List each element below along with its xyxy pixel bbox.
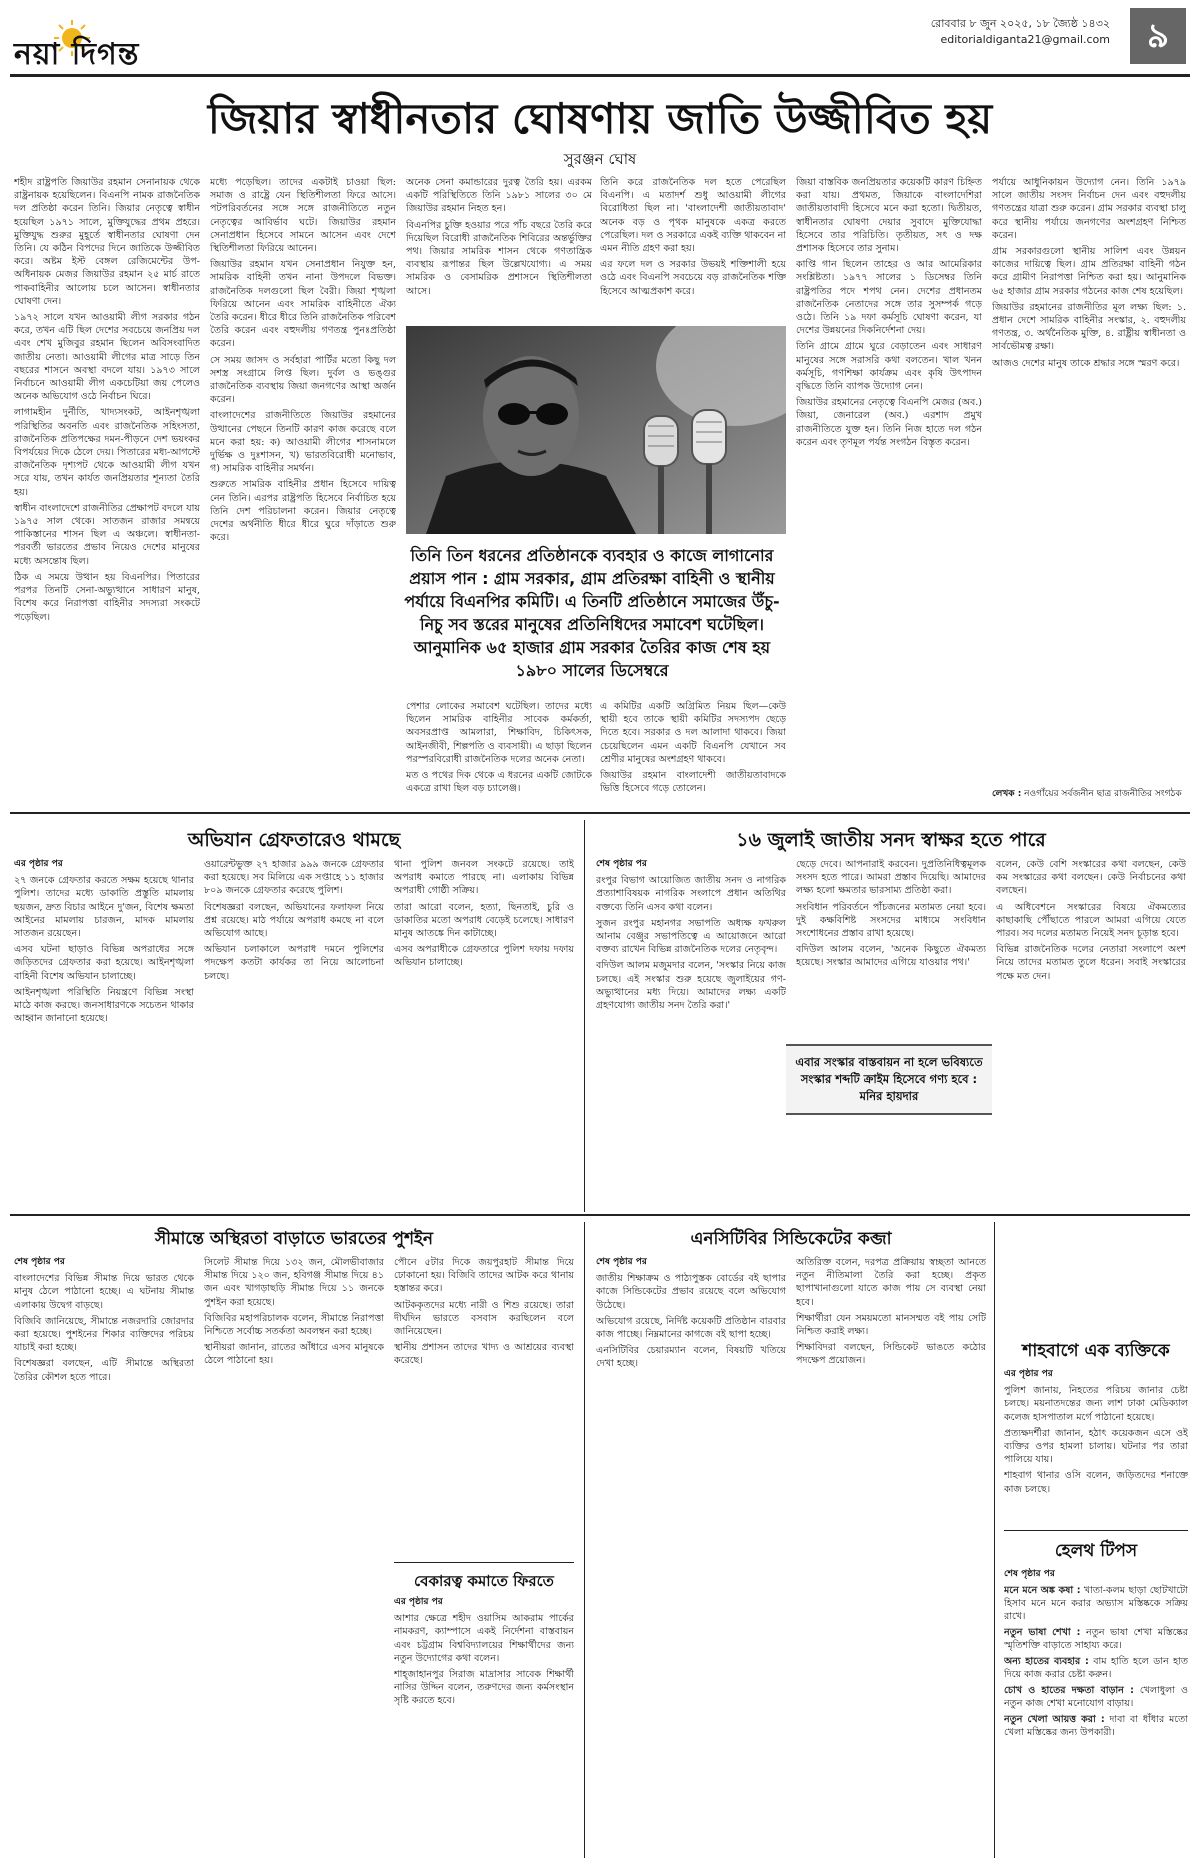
lead-below-left [406,700,592,804]
story4-col2-p: বিজিবির মহাপরিচালক বলেন, সীমান্তে নিরাপত্তা নিশ্চিতে সর্বোচ্চ সতর্কতা অবলম্বন করা হচ্ছে। [204,1312,384,1338]
tips-top-rule [1004,1530,1188,1531]
story2-col3-p: থানা পুলিশ জনবল সংকটে রয়েছে। তাই অপরাধ কমাতে পারছে না। এলাকায় বিভিন্ন অপরাধী গোষ্ঠী সক্রিয়। [394,859,574,897]
masthead-meta [931,16,1110,48]
story6-continued: শেষ পৃষ্ঠার পর [596,1257,647,1267]
story3-col3-p: বলেন, কেউ বেশি সংস্কারের কথা বলছেন, কেউ কম সংস্কারের কথা বলছেন। কেউ নির্বাচনের কথা বলছেন। [996,859,1186,897]
vertical-divider-2 [584,1222,585,1858]
tip-item [1004,1655,1188,1681]
story5-col1-p: আশার ক্ষেত্রে শহীদ ওয়াসিম আকরাম পার্কের নামকরণ, ক্যাম্পাসে একই নির্দেশনা বাস্তবায়ন এবং চট্টগ্রাম বিশ্ববিদ্যালয়ের শিক্ষার্থীদের জন্য নতুন উদ্যোগের কথা বলেন। [394,1613,574,1664]
lead-column-2 [210,176,396,804]
story6-col1-p: অভিযোগ রয়েছে, নির্দিষ্ট কয়েকটি প্রতিষ্ঠান বারবার কাজ পাচ্ছে। নিম্নমানের কাগজে বই ছাপা হচ্ছে। [596,1315,786,1341]
story3-col1-p: বদিউল আলম মজুমদার বলেন, 'সংস্কার নিয়ে কাজ চলছে। এই সংস্কার শুরু হয়েছে জুলাইয়ের গণ-অভ্যুত্থানের মধ্য দিয়ে। আমাদের লক্ষ্য একটি গ্রহণযোগ্য জাতীয় সনদ তৈরি করা।' [596,960,786,1012]
lead-col1-p: লাগামহীন দুর্নীতি, খাদ্যসংকট, আইনশৃঙ্খলা পরিস্থিতির অবনতি এবং রাজনৈতিক সহিংসতা, রাজনৈতিক প্রতিপক্ষের দমন-পীড়নে দেশ ভয়ংকর বিপর্যয়ের দিকে ঠেলে দেয়। পিতারের মধ্য-আগস্টে রাজনৈতিক দৃশ্যপট থেকে আওয়ামী লীগ যখন সরে যায়, তখন কার্যত জনপ্রিয়তার শূন্যতা তৈরি হয়। [14,407,200,498]
lead-col1-p: ১৯৭২ সালে যখন আওয়ামী লীগ সরকার গঠন করে, তখন এটি ছিল দেশের সবচেয়ে জনপ্রিয় দল এবং শেখ মুজিবুর রহমান ছিলেন অবিসংবাদিত জাতীয় নেতা। আওয়ামী লীগের মাত্র সাড়ে তিন বছরের শাসনে অবস্থা বদলে যায়। ১৯৭৩ সালে নির্বাচনে আওয়ামী লীগ একচেটিয়া জয় পেলেও অনেক অভিযোগ ওঠে নির্বাচন ঘিরে। [14,312,200,403]
story5-top-rule [394,1562,574,1563]
tip-label: নতুন ভাষা শেখা : [1004,1627,1081,1639]
story6-col2-p: শিক্ষার্থীরা যেন সময়মতো মানসম্মত বই পায় সেটি নিশ্চিত করাই লক্ষ্য। [796,1312,986,1338]
lead-col1-p: শহীদ রাষ্ট্রপতি জিয়াউর রহমান সেনানায়ক থেকে রাষ্ট্রনায়ক হয়েছিলেন। বিএনপি নামক রাজনৈতিক দল প্রতিষ্ঠা করেন তিনি। জিয়ার নেতৃত্বে স্বাধীন হয়েছিল ১৯৭১ সালে, মুক্তিযুদ্ধের প্রথম প্রহরে। মুক্তিযুদ্ধ শুরুর মুহূর্তে স্বাধীনতার ঘোষণা দেন তিনি। যে কঠিন বিপদের দিনে জাতিকে উজ্জীবিত করে। অষ্টম ইস্ট বেঙ্গল রেজিমেন্টের উপ-অধিনায়ক মেজর জিয়াউর রহমান ২৫ মার্চ রাতে পাকবাহিনীর আলোয় চলে আসেন। স্বাধীনতার ঘোষণা দেন। [14,177,200,307]
lead-col2-p: শুরুতে সামরিক বাহিনীর প্রধান হিসেবে দায়িত্ব নেন তিনি। এরপর রাষ্ট্রপতি হিসেবে নির্বাচিত হয়ে তিনি দেশ পরিচালনা করেন। জিয়ার নেতৃত্বে দেশের অর্থনীতি ধীরে ধীরে ঘুরে দাঁড়াতে শুরু করে। [210,479,396,544]
story5-col1-p: শাহ্জাহানপুর সিরাজ মাদ্রাসার সাবেক শিক্ষার্থী নাসির উদ্দিন বলেন, তরুণদের জন্য কর্মসংস্থান সৃষ্টি করতে হবে। [394,1669,574,1707]
tip-label: চোখ ও হাতের দক্ষতা বাড়ান : [1004,1685,1134,1697]
date-line: রোববার ৮ জুন ২০২৫, ১৮ জ্যৈষ্ঠ ১৪৩২ [930,17,1110,30]
lead-col6-p: পর্যায়ে আধুনিকায়ন উদ্যোগ নেন। তিনি ১৯৭৯ সালে জাতীয় সংসদ নির্বাচন দেন এবং বহুদলীয় গণতন্ত্রের যাত্রা শুরু করেন। গ্রাম সরকার ব্যবস্থা চালু করে স্থানীয় পর্যায়ে জনগণের অংশগ্রহণ নিশ্চিত করেন। [992,177,1186,241]
lead-below-right-p: জিয়াউর রহমান বাংলাদেশী জাতীয়তাবাদকে ভিত্তি হিসেবে গড়ে তোলেন। [600,770,786,795]
story2-continued: এর পৃষ্ঠার পর [14,859,63,869]
story6-col2-p: অতিরিক্ত বলেন, দরপত্র প্রক্রিয়ায় স্বচ্ছতা আনতে নতুন নীতিমালা তৈরি করা হচ্ছে। প্রকৃত ছাপাখানাগুলো যাতে কাজ পায় সে ব্যবস্থা নেয়া হবে। [796,1257,986,1308]
masthead-rule [10,74,1190,77]
tip-label: অন্য হাতের ব্যবহার : [1004,1656,1089,1668]
email-link[interactable]: editorialdiganta21@gmail.com [940,33,1110,46]
story5-column-1 [394,1596,574,1856]
author-note-text: নওগাঁয়ের সর্বজনীন ছাত্র রাজনীতির সংগঠক [1024,789,1182,799]
lead-photo-illustration [406,326,786,534]
story6-column-2 [796,1256,986,1856]
story3-col1-p: সুজন রংপুর মহানগর সভাপতি অধ্যক্ষ ফখরুল আনাম বেঞ্জুর সভাপতিত্বে এ আয়োজনে আরো বক্তব্য রাখেন বিভিন্ন রাজনৈতিক দলের নেতৃবৃন্দ। [596,917,786,956]
story3-col2-p: বদিউল আলম বলেন, 'অনেক কিছুতে ঐকমত্য হয়েছে। সংস্কার আমাদের এগিয়ে যাওয়ার পথ।' [796,944,986,969]
story2-column-1 [14,858,194,1206]
pull-quote: তিনি তিন ধরনের প্রতিষ্ঠানকে ব্যবহার ও কাজে লাগানোর প্রয়াস পান : গ্রাম সরকার, গ্রাম প্রতিরক্ষা বাহিনী ও স্থানীয় পর্যায়ে বিএনপির কমিটি। এ তিনটি প্রতিষ্ঠানে সমাজের উঁচু-নিচু সব স্তরের মানুষের প্রতিনিধিদের সমাবেশ ঘটেছিল। আনুমানিক ৬৫ হাজার গ্রাম সরকার তৈরির কাজ শেষ হয় ১৯৮০ সালের ডিসেম্বরে [404,546,780,680]
story4-continued: শেষ পৃষ্ঠার পর [14,1257,65,1267]
lead-col2-p: মধ্যে পড়েছিল। তাদের একটাই চাওয়া ছিল: সমাজ ও রাষ্ট্রে যেন স্থিতিশীলতা ফিরে আসে। পটপরিবর্তনের সঙ্গে সঙ্গে রাজনীতিতে নতুন নেতৃত্বের আবির্ভাব ঘটে। জিয়াউর রহমান সেনাপ্রধান হিসেবে সামনে আসেন এবং দেশে স্থিতিশীলতা ফিরিয়ে আনেন। [210,177,396,255]
lead-col4-p: এর ফলে দল ও সরকার উভয়ই শক্তিশালী হয়ে ওঠে এবং বিএনপি সবচেয়ে বড় রাজনৈতিক শক্তি হিসেবে আত্মপ্রকাশ করে। [600,259,786,297]
lead-col1-p: স্বাধীন বাংলাদেশে রাজনীতির প্রেক্ষাপট বদলে যায় ১৯৭৫ সাল থেকে। সাতজন রাজার সমন্বয়ে পাকিস্তানের শাসন ছিল এ অঞ্চলে। স্বাধীনতা-পরবর্তী ভারতের প্রভাব নিয়েও দেশের মানুষের মধ্যে অসন্তোষ ছিল। [14,502,200,567]
story7-col1-p: শাহবাগ থানার ওসি বলেন, জড়িতদের শনাক্তে কাজ চলছে। [1004,1470,1188,1495]
story3-column-3 [996,858,1186,1206]
tip-text: বাম হাতি হলে ডান হাত দিয়ে কাজ করার চেষ্টা করুন। [1004,1656,1188,1681]
story4-col1-p: বিজিবি জানিয়েছে, সীমান্তে নজরদারি জোরদার করা হয়েছে। পুশইনের শিকার ব্যক্তিদের পরিচয় যাচাই করা হচ্ছে। [14,1315,194,1354]
masthead-logo[interactable] [14,22,214,72]
vertical-divider-1 [584,820,585,1212]
tip-text: নতুন ভাষা শেখা মস্তিষ্কের স্মৃতিশক্তি বাড়াতে সাহায্য করে। [1004,1627,1188,1652]
tip-text: খাতা-কলম ছাড়া ছোটখাটো হিসাব মনে মনে করার অভ্যাস মস্তিষ্ককে সক্রিয় রাখে। [1004,1585,1188,1623]
story4-col2-p: সিলেট সীমান্ত দিয়ে ১৩২ জন, মৌলভীবাজার সীমান্ত দিয়ে ১২০ জন, হবিগঞ্জ সীমান্ত দিয়ে ৪১ জন এবং খাগড়াছড়ি সীমান্ত দিয়ে ১১ জনকে পুশইন করা হয়েছে। [204,1257,384,1308]
story2-headline: অভিযান গ্রেফতারেও থামছে [187,829,401,851]
story6-col1-p: জাতীয় শিক্ষাক্রম ও পাঠ্যপুস্তক বোর্ডের বই ছাপার কাজে সিন্ডিকেটের প্রভাব রয়েছে বলে অভিযোগ উঠেছে। [596,1273,786,1311]
story2-col2-p: বিশেষজ্ঞরা বলছেন, অভিযানের ফলাফল নিয়ে প্রশ্ন রয়েছে। মাঠ পর্যায়ে অপরাধ কমছে না বলে অভিযোগ আছে। [204,901,384,940]
lead-col5-p: জিয়া বাস্তবিক জনপ্রিয়তার কয়েকটি কারণ চিহ্নিত করা যায়। প্রথমত, জিয়াকে বাংলাদেশিরা জাতীয়তাবাদী হিসেবে মনে করা হতো। দ্বিতীয়ত, স্বাধীনতার ঘোষণা দেয়ার সুবাদে মুক্তিযোদ্ধা হিসেবে তার পরিচিতি। তৃতীয়ত, সৎ ও দক্ষ প্রশাসক হিসেবে তার সুনাম। [796,177,982,255]
vertical-divider-3 [994,1222,995,1858]
lead-below-right [600,700,786,804]
story2-col2-p: ওয়ারেন্টভুক্ত ২৭ হাজার ৯৯৯ জনকে গ্রেফতার করা হয়েছে। সব মিলিয়ে এক সপ্তাহে ১১ হাজার ৮০৯ জনকে গ্রেফতার করেছে পুলিশ। [204,859,384,897]
tips-headline: হেলথ টিপস [1054,1541,1138,1561]
lead-headline: জিয়ার স্বাধীনতার ঘোষণায় জাতি উজ্জীবিত হয় [207,94,993,143]
lead-byline: সুরঞ্জন ঘোষ [563,150,637,168]
tip-item [1004,1713,1188,1739]
tip-label: মনে মনে অঙ্ক কষা : [1004,1585,1081,1597]
story5-continued: এর পৃষ্ঠার পর [394,1597,443,1607]
story6-col2-p: শিক্ষাবিদরা বলছেন, সিন্ডিকেট ভাঙতে কঠোর পদক্ষেপ প্রয়োজন। [796,1342,986,1367]
logo-text: নয়া দিগন্ত [14,37,140,72]
tip-text: খেলাধুলা ও নতুন কাজ শেখা মনোযোগ বাড়ায়। [1004,1685,1188,1710]
lead-col6-p: আজও দেশের মানুষ তাকে শ্রদ্ধার সঙ্গে স্মরণ করে। [992,357,1180,369]
author-note [992,786,1186,801]
story6-col1-p: এনসিটিবির চেয়ারম্যান বলেন, বিষয়টি খতিয়ে দেখা হচ্ছে। [596,1345,786,1370]
story6-headline: এনসিটিবির সিন্ডিকেটের কব্জা [690,1229,892,1249]
section-divider-1 [10,812,1190,814]
story2-col2-p: অভিযান চলাকালে অপরাধ দমনে পুলিশের পদক্ষেপ কতটা কার্যকর তা নিয়ে আলোচনা চলছে। [204,944,384,982]
lead-col4-p: তিনি করে রাজনৈতিক দল হতে পেরেছিল বিএনপি। এ মতাদর্শ শুধু আওয়ামী লীগের বিরোধিতা ছিল না। 'বাংলাদেশী জাতীয়তাবাদ' অনেক বড় ও পৃথক মানুষকে একত্র করতে পেরেছিল। দল ও সরকারে একই ব্যক্তি থাকবেন না এমন নীতি গ্রহণ করা হয়। [600,177,786,255]
story2-column-2 [204,858,384,1206]
story4-column-3 [394,1256,574,1556]
story2-col1-p: ২৭ জনকে গ্রেফতার করতে সক্ষম হয়েছে থানার পুলিশ। তাদের মধ্যে ডাকাতি প্রস্তুতি মামলায় ছয়জন, দ্রুত বিচার আইনে দু'জন, বিশেষ ক্ষমতা আইনের মামলায় চারজন, মাদক মামলায় সাতজন রয়েছেন। [14,875,194,940]
lead-col5-p: জিয়াউর রহমানের নেতৃত্বে বিএনপি মেজর (অব.) জিয়া, জেনারেল (অব.) এরশাদ প্রমুখ রাজনীতিতে যুক্ত হন। তিনি নিজ হাতে দল গঠন করেন এবং তৃণমূল পর্যন্ত সংগঠন বিস্তৃত করেন। [796,397,982,448]
lead-col1-p: ঠিক এ সময়ে উত্থান হয় বিএনপির। পিতারের পরপর তিনটি সেনা-অভ্যুত্থানে সাধারণ মানুষ, বিশেষ করে নিরাপত্তা বাহিনীর সদস্যরা সংকটে পড়েছিল। [14,571,200,623]
lead-col2-p: সে সময় জাসদ ও সর্বহারা পার্টির মতো কিছু দল সশস্ত্র সংগ্রামে লিপ্ত ছিল। দুর্বল ও ভঙ্গুর রাজনৈতিক ব্যবস্থায় জিয়া জনগণের আস্থা অর্জন করেন। [210,354,396,406]
tips-continued: শেষ পৃষ্ঠার পর [1004,1569,1055,1579]
story5-headline: বেকারত্ব কমাতে ফিরতে [414,1572,554,1590]
tip-item [1004,1684,1188,1710]
story4-column-1 [14,1256,194,1856]
lead-col6-p: জিয়াউর রহমানের রাজনীতির মূল লক্ষ্য ছিল: ১. প্রধান দেশে সামরিক বাহিনীর সংস্কার, ২. বহুদলীয় গণতন্ত্র, ৩. অর্থনৈতিক মুক্তি, ৪. রাষ্ট্রীয় স্বাধীনতা ও সার্বভৌমত্ব রক্ষা। [992,301,1186,353]
lead-col2-p: বাংলাদেশের রাজনীতিতে জিয়াউর রহমানের উত্থানের পেছনে তিনটি কারণ কাজ করেছে বলে মনে করা হয়: ক) আওয়ামী লীগের শাসনামলে দুর্ভিক্ষ ও দুঃশাসন, খ) ভারতবিরোধী মনোভাব, গ) সামরিক বাহিনীর সমর্থন। [210,410,396,475]
story3-column-2 [796,858,986,1038]
lead-column-1 [14,176,200,804]
story7-col1-p: প্রত্যক্ষদর্শীরা জানান, হঠাৎ কয়েকজন এসে ওই ব্যক্তির ওপর হামলা চালায়। ঘটনার পর তারা পালিয়ে যায়। [1004,1427,1188,1466]
story3-col3-p: এ অধিবেশনে সংস্কারের বিষয়ে ঐকমত্যের কাছাকাছি পৌঁছাতে পারলে আমরা এগিয়ে যেতে পারব। সব দলের মতামত নিয়েই সনদ চূড়ান্ত হবে। [996,901,1186,940]
lead-col3-p: অনেক সেনা কমান্ডারের দুরত্ব তৈরি হয়। এরকম একটি পরিস্থিতিতে তিনি ১৯৮১ সালের ৩০ মে জিয়াউর রহমান নিহত হন। [406,177,592,215]
story3-col3-p: বিভিন্ন রাজনৈতিক দলের নেতারা সংলাপে অংশ নিয়ে তাদের মতামত তুলে ধরেন। সবাই সংস্কারের পক্ষে মত দেন। [996,944,1186,982]
lead-below-left-p: পেশার লোকের সমাবেশ ঘটেছিল। তাদের মধ্যে ছিলেন সামরিক বাহিনীর সাবেক কর্মকর্তা, অবসরপ্রাপ্ত আমলারা, শিক্ষাবিদ, চিকিৎসক, আইনজীবী, শিল্পপতি ও ব্যবসায়ী। এ ছাড়া ছিলেন পরস্পরবিরোধী রাজনৈতিক দলের অনেক নেতা। [406,701,592,765]
lead-column-5 [796,176,982,804]
story3-col2-p: ছেড়ে দেবে। আপনারাই করবেন। দুপ্রতিনিধিত্বমূলক সংসদ হতে পারে। আমরা প্রস্তাব দিয়েছি। আমাদের লক্ষ্য হলো ক্ষমতার ভারসাম্য প্রতিষ্ঠা করা। [796,859,986,897]
tip-label: নতুন খেলা আয়ত্ত করা : [1004,1714,1105,1726]
story2-column-3 [394,858,574,1206]
lead-col5-p: তিনি গ্রামে গ্রামে ঘুরে বেড়াতেন এবং সাধারণ মানুষের সঙ্গে সরাসরি কথা বলতেন। খাল খনন কর্মসূচি, গণশিক্ষা কার্যক্রম এবং কৃষি উৎপাদন বৃদ্ধিতে তিনি ব্যাপক উদ্যোগ নেন। [796,341,982,393]
story7-continued: এর পৃষ্ঠার পর [1004,1369,1053,1379]
story2-col3-p: তারা আরো বলেন, হত্যা, ছিনতাই, চুরি ও ডাকাতির মতো অপরাধ বেড়েই চলেছে। সাধারণ মানুষ আতঙ্কে দিন কাটাচ্ছে। [394,901,574,940]
lead-col2-p: জিয়াউর রহমান যখন সেনাপ্রধান নিযুক্ত হন, সামরিক বাহিনী তখন নানা উপদলে বিভক্ত। রাজনৈতিক দলগুলো ছিল বৈরী। জিয়া শৃঙ্খলা ফিরিয়ে আনেন এবং সামরিক বাহিনীতে ঐক্য তৈরি করেন। ধীরে ধীরে তিনি রাজনৈতিক পরিবেশ তৈরি করেন এবং বহুদলীয় গণতন্ত্র পুনঃপ্রতিষ্ঠা করেন। [210,259,396,350]
lead-column-3 [406,176,592,320]
story3-col1-p: রংপুর বিভাগ আয়োজিত জাতীয় সনদ ও নাগরিক প্রত্যাশাবিষয়ক নাগরিক সংলাপে প্রধান অতিথির বক্তব্যে তিনি এসব কথা বলেন। [596,875,786,913]
section-divider-2 [10,1214,1190,1216]
story3-column-1 [596,858,786,1206]
story3-boxquote: এবার সংস্কার বাস্তবায়ন না হলে ভবিষ্যতে সংস্কার শব্দটি ক্রাইম হিসেবে গণ্য হবে : মনির হায়দার [786,1044,992,1115]
lead-below-left-p: মত ও পথের দিক থেকে এ ধরনের একটি জোটকে একত্রে রাখা ছিল বড় চ্যালেঞ্জ। [406,770,592,795]
story4-col1-p: বিশেষজ্ঞরা বলছেন, এটি সীমান্তে অস্থিরতা তৈরির কৌশল হতে পারে। [14,1358,194,1383]
story7-col1-p: পুলিশ জানায়, নিহতের পরিচয় জানার চেষ্টা চলছে। ময়নাতদন্তের জন্য লাশ ঢাকা মেডিক্যাল কলেজ হাসপাতাল মর্গে পাঠানো হয়েছে। [1004,1385,1188,1423]
lead-column-6 [992,176,1186,780]
lead-below-right-p: এ কমিটির একটি অগ্রিমিত নিয়ম ছিল—কেউ স্থায়ী হবে তাকে স্থায়ী কমিটির সদস্যপদ ছেড়ে দিতে হবে। সরকার ও দল আলাদা থাকবে। জিয়া চেয়েছিলেন এমন একটি বিএনপি যেখানে সব শ্রেণীর মানুষের অংশগ্রহণ থাকবে। [600,701,786,765]
lead-col3-p: বিএনপির চুক্তি হওয়ার পরে পাঁচ বছরে তৈরি করে দিয়েছিল বিরোধী রাজনৈতিক শিবিরের অন্তর্ভুক্তির পথ। জিয়ার সামরিক শাসন থেকে গণতান্ত্রিক ব্যবস্থায় রূপান্তর ছিল উল্লেখযোগ্য। এ সময় সামরিক ও বেসামরিক প্রশাসনে স্থিতিশীলতা আসে। [406,219,592,297]
story7-column-1 [1004,1368,1188,1524]
story3-headline: ১৬ জুলাই জাতীয় সনদ স্বাক্ষর হতে পারে [736,829,1046,851]
story4-col3-p: পৌনে ৫টার দিকে জয়পুরহাট সীমান্ত দিয়ে ঢোকানো হয়। বিজিবি তাদের আটক করে থানায় হস্তান্তর করে। [394,1257,574,1295]
story4-col1-p: বাংলাদেশের বিভিন্ন সীমান্ত দিয়ে ভারত থেকে মানুষ ঠেলে পাঠানো হচ্ছে। এ ঘটনায় সীমান্ত এলাকায় উদ্বেগ বাড়ছে। [14,1273,194,1311]
lead-col5-p: কাপ্তি গান ছিলেন তাহের ও আর আমেরিকার সংশ্লিষ্টতা। ১৯৭৭ সালের ১ ডিসেম্বর তিনি রাষ্ট্রপতির পদে শপথ নেন। দেশের প্রধানতম রাজনৈতিক নেতাদের সঙ্গে তার সুসম্পর্ক গড়ে ওঠে। তিনি ১৯ দফা কর্মসূচি ঘোষণা করেন, যা দেশের উন্নয়নের দিকনির্দেশনা দেয়। [796,259,982,337]
lead-column-4 [600,176,786,320]
story4-headline: সীমান্তে অস্থিরতা বাড়াতে ভারতের পুশইন [154,1229,434,1249]
story2-col1-p: এসব ঘটনা ছাড়াও বিভিন্ন অপরাধের সঙ্গে জড়িতদের গ্রেফতার করা হয়েছে। আইনশৃঙ্খলা বাহিনী বিশেষ অভিযান চালাচ্ছে। [14,944,194,982]
lead-col6-p: গ্রাম সরকারগুলো স্থানীয় সালিশ এবং উন্নয়ন কাজের দায়িত্বে ছিল। গ্রাম প্রতিরক্ষা বাহিনী গঠন করে গ্রামীণ নিরাপত্তা নিশ্চিত করা হয়। আনুমানিক ৬৫ হাজার গ্রাম সরকার গঠনের কাজ শেষ হয়েছিল। [992,246,1186,297]
story6-column-1 [596,1256,786,1856]
story7-headline: শাহবাগে এক ব্যক্তিকে [1022,1341,1170,1361]
story4-col3-p: আটককৃতদের মধ্যে নারী ও শিশু রয়েছে। তারা দীর্ঘদিন ভারতে বসবাস করছিলেন বলে জানিয়েছেন। [394,1299,574,1338]
story3-continued: শেষ পৃষ্ঠার পর [596,859,647,869]
story2-col3-p: এসব অপরাধীকে গ্রেফতারে পুলিশ দফায় দফায় অভিযান চালাচ্ছে। [394,944,574,969]
story3-col2-p: সংবিধান পরিবর্তনে পাঁচজনের মতামত নেয়া হবে। দুই কক্ষবিশিষ্ট সংসদের মাধ্যমে সংবিধান সংশোধনের প্রস্তাব রাখা হয়েছে। [796,901,986,940]
page-number: ৯ [1130,8,1186,64]
lead-photo [406,326,786,534]
story2-col1-p: আইনশৃঙ্খলা পরিস্থিতি নিয়ন্ত্রণে বিভিন্ন সংস্থা মাঠে কাজ করছে। জনসাধারণকে সচেতন থাকার আহ্বান জানানো হয়েছে। [14,986,194,1025]
tips-column [1004,1568,1188,1856]
author-note-label: লেখক : [992,789,1022,799]
story4-col3-p: স্থানীয় প্রশাসন তাদের খাদ্য ও আশ্রয়ের ব্যবস্থা করেছে। [394,1342,574,1367]
story4-col2-p: স্থানীয়রা জানান, রাতের আঁধারে এসব মানুষকে ঠেলে পাঠানো হয়। [204,1342,384,1367]
tip-item [1004,1584,1188,1623]
tip-item [1004,1626,1188,1652]
story4-column-2 [204,1256,384,1856]
tip-text: দাবা বা ধাঁধার মতো খেলা মস্তিষ্কের জন্য উপকারী। [1004,1714,1188,1739]
